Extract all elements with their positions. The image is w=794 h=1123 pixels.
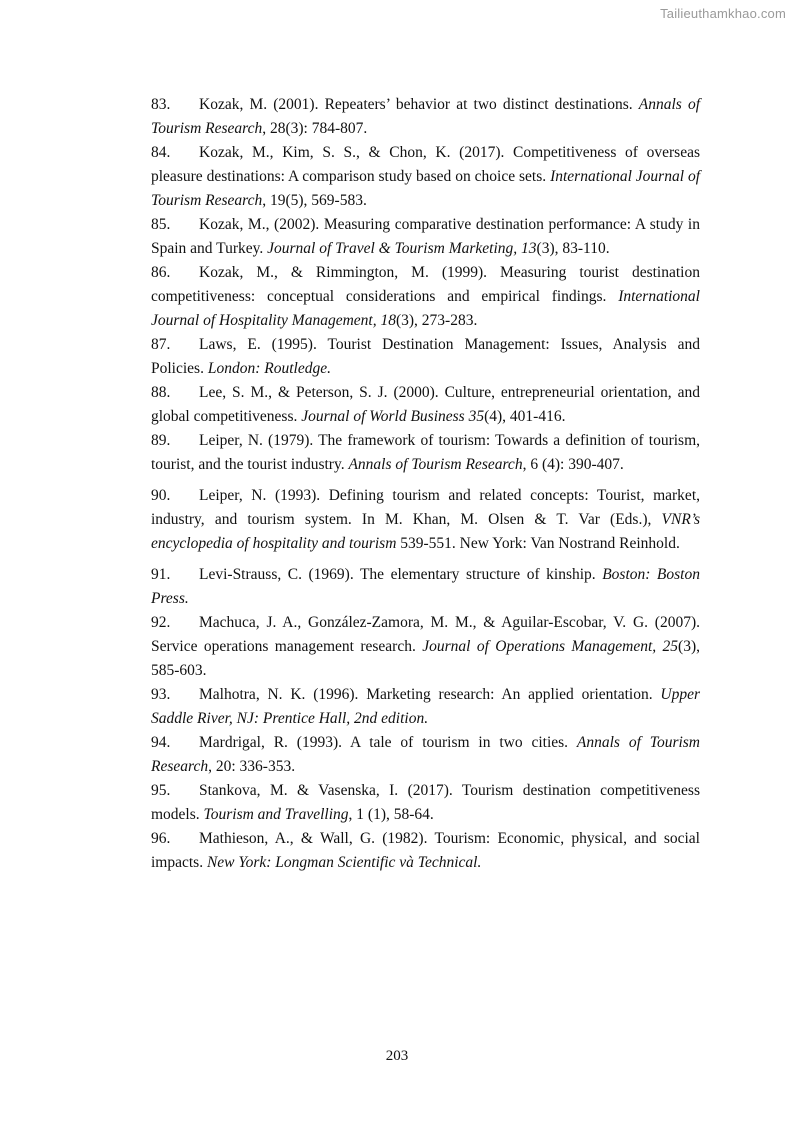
reference-text: Leiper, N. (1993). Defining tourism and related concepts: Tourist, market, industry, and tourism system. In M. Khan, M. Olsen & T. Var (Eds.), — [151, 487, 700, 528]
reference-source: New York: Longman Scientific và Technical. — [206, 854, 482, 871]
reference-text: Kozak, M. (2001). Repeaters’ behavior at two distinct destinations. — [199, 96, 639, 113]
reference-source: International Journal of Tourism Research — [151, 168, 701, 209]
page-number: 203 — [385, 1048, 409, 1064]
reference-text: Mardrigal, R. (1993). A tale of tourism in two cities. — [199, 734, 577, 751]
reference-text: Kozak, M., & Rimmington, M. (1999). Measuring tourist destination competitiveness: conceptual considerations and empirical findings. — [151, 264, 700, 305]
reference-number: 93. — [151, 686, 171, 703]
reference-source: London: Routledge. — [207, 360, 331, 377]
reference-item — [151, 93, 700, 141]
reference-item — [151, 429, 700, 477]
reference-item — [151, 683, 700, 731]
reference-source: International Journal of Hospitality Management, 18 — [151, 288, 700, 329]
reference-number: 87. — [151, 336, 171, 353]
reference-item — [151, 381, 700, 429]
reference-text: Levi-Strauss, C. (1969). The elementary structure of kinship. — [199, 566, 603, 583]
reference-text: Laws, E. (1995). Tourist Destination Management: Issues, Analysis and Policies. — [151, 336, 700, 377]
reference-source: Tourism and Travelling — [203, 806, 349, 823]
reference-source: Annals of Tourism Research — [348, 456, 523, 473]
reference-number: 88. — [151, 384, 171, 401]
reference-source: VNR’s encyclopedia of hospitality and tourism — [151, 511, 700, 552]
reference-text: Mathieson, A., & Wall, G. (1982). Tourism: Economic, physical, and social impacts. — [151, 830, 700, 871]
reference-number: 96. — [151, 830, 171, 847]
reference-number: 83. — [151, 96, 171, 113]
reference-source: Journal of Operations Management, 25 — [422, 638, 679, 655]
reference-text: Malhotra, N. K. (1996). Marketing research: An applied orientation. — [199, 686, 661, 703]
reference-text: Leiper, N. (1979). The framework of tourism: Towards a definition of tourism, tourist, and the tourist industry. — [151, 432, 700, 473]
reference-details: (3), 83-110. — [536, 240, 610, 257]
reference-item — [151, 333, 700, 381]
reference-item — [151, 611, 700, 683]
reference-details: 539-551. New York: Van Nostrand Reinhold. — [396, 535, 680, 552]
reference-item — [151, 563, 700, 611]
reference-details: , 6 (4): 390-407. — [522, 456, 624, 473]
reference-source: Annals of Tourism Research — [151, 96, 700, 137]
reference-text: Lee, S. M., & Peterson, S. J. (2000). Culture, entrepreneurial orientation, and global competitiveness. — [151, 384, 700, 425]
reference-item — [151, 827, 700, 875]
reference-number: 91. — [151, 566, 171, 583]
reference-number: 92. — [151, 614, 171, 631]
reference-source: Annals of Tourism Research — [151, 734, 701, 775]
reference-number: 85. — [151, 216, 171, 233]
reference-number: 84. — [151, 144, 171, 161]
reference-number: 86. — [151, 264, 171, 281]
reference-details: (3), 273-283. — [395, 312, 478, 329]
reference-source: Journal of Travel & Tourism Marketing, 13 — [267, 240, 537, 257]
watermark: Tailieuthamkhao.com — [660, 6, 786, 21]
reference-details: (3), 585-603. — [151, 638, 700, 679]
reference-details: , 1 (1), 58-64. — [348, 806, 434, 823]
reference-number: 89. — [151, 432, 171, 449]
reference-item — [151, 261, 700, 333]
reference-item — [151, 213, 700, 261]
reference-list — [151, 93, 700, 875]
reference-source: Journal of World Business 35 — [301, 408, 485, 425]
reference-text: Kozak, M., (2002). Measuring comparative destination performance: A study in Spain and Turkey. — [151, 216, 700, 257]
reference-item — [151, 779, 700, 827]
reference-number: 90. — [151, 487, 171, 504]
reference-details: , 19(5), 569-583. — [262, 192, 367, 209]
reference-text: Kozak, M., Kim, S. S., & Chon, K. (2017). Competitiveness of overseas pleasure destinations: A comparison study based on choice sets. — [151, 144, 700, 185]
reference-details: , 20: 336-353. — [208, 758, 296, 775]
reference-item — [151, 484, 700, 556]
reference-number: 94. — [151, 734, 171, 751]
reference-details: , 28(3): 784-807. — [262, 120, 368, 137]
reference-text: Machuca, J. A., González-Zamora, M. M., & Aguilar-Escobar, V. G. (2007). Service operations management research. — [151, 614, 700, 655]
reference-number: 95. — [151, 782, 171, 799]
reference-item — [151, 731, 700, 779]
reference-item — [151, 141, 700, 213]
reference-text: Stankova, M. & Vasenska, I. (2017). Tourism destination competitiveness models. — [151, 782, 700, 823]
reference-source: Upper Saddle River, NJ: Prentice Hall, 2nd edition. — [151, 686, 700, 727]
reference-details: (4), 401-416. — [484, 408, 566, 425]
reference-source: Boston: Boston Press. — [151, 566, 700, 607]
